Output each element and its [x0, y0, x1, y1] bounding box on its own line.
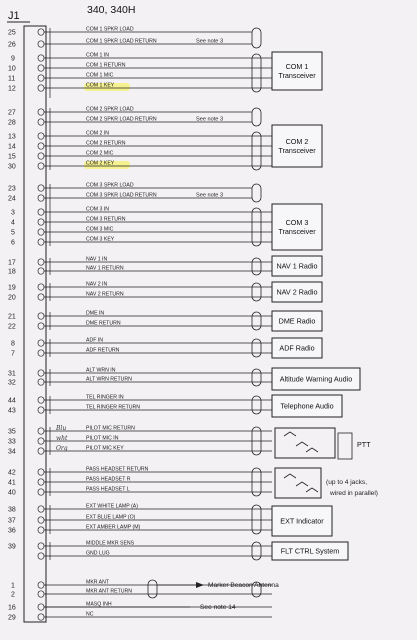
- pin-socket: [38, 133, 44, 139]
- jack-contact-icon: [306, 488, 318, 492]
- signal-label: NAV 1 RETURN: [86, 265, 124, 272]
- pin-number: 29: [8, 614, 16, 622]
- pin-number: 20: [8, 294, 16, 302]
- pin-socket: [38, 591, 44, 597]
- signal-label: COM 2 RETURN: [86, 140, 126, 147]
- pin-socket: [38, 469, 44, 475]
- box-subtitle: Transceiver: [278, 227, 316, 236]
- box-title: COM 1: [285, 62, 309, 71]
- signal-label: COM 3 SPKR LOAD RETURN: [86, 192, 157, 199]
- signal-label: NAV 2 RETURN: [86, 291, 124, 298]
- box-subtitle: Transceiver: [278, 146, 316, 155]
- box-title: Telephone Audio: [280, 401, 334, 411]
- signal-label: COM 2 MIC: [86, 150, 114, 157]
- pin-number: 14: [8, 143, 16, 151]
- pin-number: 44: [8, 397, 16, 405]
- pin-number: 43: [8, 407, 16, 415]
- pin-number: 3: [11, 209, 15, 217]
- signal-label: PASS HEADSET R: [86, 476, 131, 483]
- pin-number: 18: [8, 268, 16, 276]
- signal-label: PILOT MIC IN: [86, 435, 119, 442]
- pin-number: 9: [11, 55, 15, 63]
- signal-label: EXT WHITE LAMP (A): [86, 503, 138, 510]
- pin-socket: [38, 489, 44, 495]
- pin-socket: [38, 479, 44, 485]
- signal-label: COM 2 IN: [86, 130, 110, 137]
- signal-label: EXT AMBER LAMP (M): [86, 524, 141, 531]
- signal-label: COM 1 MIC: [86, 72, 114, 79]
- pin-socket: [38, 229, 44, 235]
- signal-label: EXT BLUE LAMP (O): [86, 514, 136, 521]
- pin-number: 17: [8, 259, 16, 267]
- pin-number: 33: [8, 438, 16, 446]
- pin-socket: [38, 294, 44, 300]
- signal-label: TEL RINGER IN: [86, 394, 124, 401]
- box-title: NAV 2 Radio: [276, 287, 318, 297]
- pin-socket: [38, 209, 44, 215]
- shield-oval: [252, 258, 261, 275]
- pin-socket: [38, 448, 44, 454]
- pin-socket: [38, 185, 44, 191]
- pin-socket: [38, 259, 44, 265]
- pin-socket: [38, 195, 44, 201]
- pin-socket: [38, 553, 44, 559]
- pin-number: 34: [8, 448, 16, 456]
- shield-oval: [252, 28, 261, 48]
- pin-socket: [38, 323, 44, 329]
- signal-label: COM 3 IN: [86, 206, 110, 213]
- pin-socket: [38, 268, 44, 274]
- pin-socket: [38, 407, 44, 413]
- pin-socket: [38, 438, 44, 444]
- signal-label: NC: [86, 611, 94, 618]
- handwritten-note: Blu: [56, 425, 67, 432]
- signal-label: PASS HEADSET L: [86, 486, 130, 493]
- pin-socket: [38, 119, 44, 125]
- pin-number: 12: [8, 85, 16, 93]
- passenger-jack-outline: [275, 468, 321, 498]
- pin-socket: [38, 219, 44, 225]
- pin-socket: [38, 582, 44, 588]
- signal-label: PASS HEADSET RETURN: [86, 466, 149, 473]
- pin-number: 42: [8, 469, 16, 477]
- see-note-14: See note 14: [200, 604, 236, 611]
- signal-label: ADF RETURN: [86, 347, 120, 354]
- pin-socket: [38, 614, 44, 620]
- signal-label: COM 2 SPKR LOAD: [86, 106, 134, 113]
- handwritten-note: Org: [56, 445, 68, 452]
- pin-socket: [38, 29, 44, 35]
- jacks-note-2: wired in parallel): [330, 490, 379, 497]
- signal-label: ALT WRN IN: [86, 367, 116, 374]
- pin-number: 28: [8, 119, 16, 127]
- see-note-3: See note 3: [196, 38, 224, 45]
- pilot-jack-outline: [275, 428, 335, 458]
- pin-socket: [38, 55, 44, 61]
- box-title: Altitude Warning Audio: [279, 374, 353, 384]
- pin-number: 39: [8, 543, 16, 551]
- box-title: ADF Radio: [279, 343, 315, 353]
- marker-antenna-label: Marker Beacon Antenna: [208, 582, 279, 589]
- signal-label: NAV 1 IN: [86, 256, 108, 263]
- shield-oval: [252, 369, 261, 386]
- signal-label: MIDDLE MKR SENS: [86, 540, 135, 547]
- pin-socket: [38, 397, 44, 403]
- pin-number: 25: [8, 29, 16, 37]
- signal-label: PILOT MIC RETURN: [86, 425, 135, 432]
- shield-oval: [252, 312, 261, 330]
- pin-number: 22: [8, 323, 16, 331]
- box-title: COM 2: [285, 137, 309, 146]
- pin-number: 31: [8, 370, 16, 378]
- pin-number: 37: [8, 517, 16, 525]
- jack-contact-icon: [284, 474, 296, 478]
- signal-label: COM 2 SPKR LOAD RETURN: [86, 116, 157, 123]
- pin-number: 36: [8, 527, 16, 535]
- pin-number: 26: [8, 41, 16, 49]
- pin-socket: [38, 163, 44, 169]
- pin-socket: [38, 284, 44, 290]
- shield-oval: [252, 396, 261, 414]
- pin-socket: [38, 75, 44, 81]
- signal-label: COM 2 KEY: [86, 160, 115, 167]
- shield-oval: [252, 339, 261, 357]
- pin-number: 5: [11, 229, 15, 237]
- ptt-switch-outline: [338, 433, 352, 459]
- pin-socket: [38, 379, 44, 385]
- model-title: 340, 340H: [87, 4, 136, 16]
- signal-label: COM 1 SPKR LOAD RETURN: [86, 38, 157, 45]
- signal-label: COM 1 KEY: [86, 82, 115, 89]
- pin-number: 4: [11, 219, 15, 227]
- pin-number: 38: [8, 506, 16, 514]
- pin-socket: [38, 85, 44, 91]
- shield-oval: [252, 184, 261, 202]
- pin-socket: [38, 370, 44, 376]
- signal-label: ADF IN: [86, 337, 104, 344]
- pin-number: 24: [8, 195, 16, 203]
- see-note-3: See note 3: [196, 192, 224, 199]
- pin-number: 41: [8, 479, 16, 487]
- pin-socket: [38, 313, 44, 319]
- pin-socket: [38, 527, 44, 533]
- pin-number: 19: [8, 284, 16, 292]
- jack-contact-icon: [284, 432, 296, 436]
- pin-number: 32: [8, 379, 16, 387]
- pin-number: 35: [8, 428, 16, 436]
- pin-socket: [38, 143, 44, 149]
- shield-oval: [252, 542, 261, 560]
- signal-label: COM 1 RETURN: [86, 62, 126, 69]
- pin-number: 16: [8, 604, 16, 612]
- signal-label: NAV 2 IN: [86, 281, 108, 288]
- signal-label: DME RETURN: [86, 320, 121, 327]
- signal-label: PILOT MIC KEY: [86, 445, 124, 452]
- box-title: COM 3: [285, 218, 309, 227]
- shield-oval: [252, 208, 261, 246]
- signal-label: COM 1 IN: [86, 52, 110, 59]
- see-note-3: See note 3: [196, 116, 224, 123]
- pin-socket: [38, 543, 44, 549]
- pin-socket: [38, 506, 44, 512]
- signal-label: MASQ INH: [86, 601, 112, 608]
- pin-socket: [38, 517, 44, 523]
- jack-contact-icon: [306, 448, 318, 452]
- antenna-coax-oval: [148, 580, 157, 598]
- pin-socket: [38, 604, 44, 610]
- ptt-label: PTT: [357, 440, 371, 449]
- pin-number: 23: [8, 185, 16, 193]
- handwritten-note: wht: [56, 435, 68, 442]
- signal-label: MKR ANT: [86, 579, 110, 586]
- pin-number: 40: [8, 489, 16, 497]
- pin-socket: [38, 109, 44, 115]
- pin-number: 6: [11, 239, 15, 247]
- pin-number: 30: [8, 163, 16, 171]
- signal-label: COM 3 KEY: [86, 236, 115, 243]
- jack-contact-icon: [296, 482, 308, 486]
- signal-label: COM 3 RETURN: [86, 216, 126, 223]
- signal-label: COM 1 SPKR LOAD: [86, 26, 134, 33]
- pin-number: 11: [8, 75, 16, 83]
- jacks-note-1: (up to 4 jacks,: [326, 479, 368, 486]
- pin-socket: [38, 350, 44, 356]
- box-title: DME Radio: [278, 316, 316, 326]
- pin-number: 10: [8, 65, 16, 73]
- pin-socket: [38, 428, 44, 434]
- pin-number: 8: [11, 340, 15, 348]
- box-title: FLT CTRL System: [280, 546, 340, 556]
- pin-socket: [38, 41, 44, 47]
- pin-socket: [38, 153, 44, 159]
- signal-label: MKR ANT RETURN: [86, 588, 133, 595]
- pin-socket: [38, 340, 44, 346]
- shield-oval: [252, 132, 261, 170]
- signal-label: DME IN: [86, 310, 105, 317]
- pin-number: 21: [8, 313, 16, 321]
- pin-socket: [38, 65, 44, 71]
- box-title: NAV 1 Radio: [276, 261, 318, 271]
- antenna-arrow-icon: [196, 582, 204, 588]
- jack-contact-icon: [296, 442, 308, 446]
- pin-number: 27: [8, 109, 16, 117]
- signal-label: GND LUG: [86, 550, 110, 557]
- shield-oval: [252, 54, 261, 92]
- pin-number: 13: [8, 133, 16, 141]
- pin-number: 15: [8, 153, 16, 161]
- shield-oval: [252, 283, 261, 301]
- signal-label: ALT WRN RETURN: [86, 376, 132, 383]
- signal-label: TEL RINGER RETURN: [86, 404, 140, 411]
- signal-label: COM 3 SPKR LOAD: [86, 182, 134, 189]
- box-subtitle: Transceiver: [278, 71, 316, 80]
- pin-socket: [38, 239, 44, 245]
- signal-label: COM 3 MIC: [86, 226, 114, 233]
- box-title: EXT Indicator: [280, 516, 324, 526]
- shield-oval: [252, 108, 261, 126]
- pin-number: 1: [11, 582, 15, 590]
- pin-number: 2: [11, 591, 15, 599]
- connector-title: J1: [8, 10, 20, 22]
- pin-number: 7: [11, 350, 15, 358]
